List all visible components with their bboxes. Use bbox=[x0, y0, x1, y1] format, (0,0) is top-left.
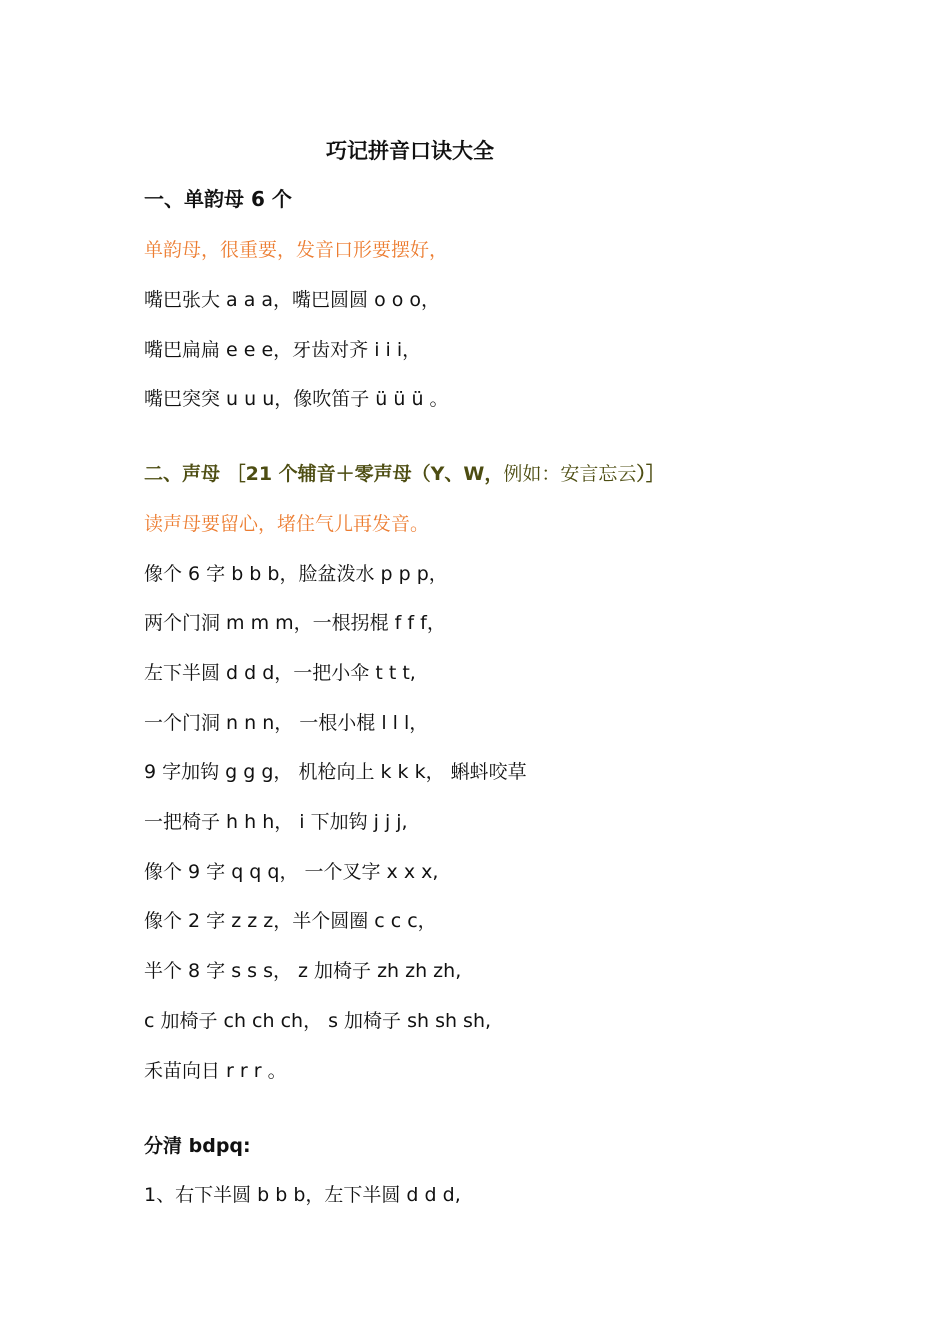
rhyme-line: 像个 9 字 q q q， 一个叉字 x x x, bbox=[144, 861, 439, 883]
rhyme-line: 嘴巴扁扁 e e e，牙齿对齐 i i i， bbox=[144, 339, 422, 361]
rhyme-line: 9 字加钩 g g g， 机枪向上 k k k， 蝌蚪咬草 bbox=[144, 761, 527, 783]
section-heading-single-finals: 一、单韵母 6 个 bbox=[144, 187, 292, 211]
section-heading-bdpq: 分清 bdpq: bbox=[144, 1135, 251, 1157]
rhyme-line: 一把椅子 h h h， i 下加钩 j j j, bbox=[144, 811, 408, 833]
section-heading-initials-close: ）］ bbox=[636, 463, 665, 485]
rhyme-line: 两个门洞 m m m，一根拐棍 f f f， bbox=[144, 612, 446, 634]
rhyme-line: 像个 2 字 z z z，半个圆圈 c c c， bbox=[144, 910, 437, 932]
rhyme-line: 半个 8 字 s s s， z 加椅子 zh zh zh, bbox=[144, 960, 462, 982]
rhyme-line: c 加椅子 ch ch ch， s 加椅子 sh sh sh, bbox=[144, 1010, 492, 1032]
section-heading-initials-example: 例如：安言忘云 bbox=[503, 463, 637, 485]
rhyme-line: 左下半圆 d d d，一把小伞 t t t, bbox=[144, 662, 416, 684]
section-heading-initials-main: 二、声母 ［21 个辅音＋零声母（Y、W， bbox=[144, 463, 504, 485]
section-heading-initials bbox=[144, 461, 665, 487]
rhyme-line: 嘴巴张大 a a a，嘴巴圆圆 o o o， bbox=[144, 289, 441, 311]
rhyme-line: 像个 6 字 b b b，脸盆泼水 p p p， bbox=[144, 563, 448, 585]
rhyme-line: 禾苗向日 r r r 。 bbox=[144, 1060, 287, 1082]
rhyme-line: 嘴巴突突 u u u，像吹笛子 ü ü ü 。 bbox=[144, 388, 449, 410]
rhyme-line: 1、右下半圆 b b b，左下半圆 d d d, bbox=[144, 1184, 461, 1206]
section-intro-initials: 读声母要留心，堵住气儿再发音。 bbox=[144, 513, 430, 535]
document-title: 巧记拼音口诀大全 bbox=[326, 139, 494, 163]
section-intro-single-finals: 单韵母，很重要，发音口形要摆好， bbox=[144, 239, 449, 261]
rhyme-line: 一个门洞 n n n， 一根小棍 l l l， bbox=[144, 712, 429, 734]
